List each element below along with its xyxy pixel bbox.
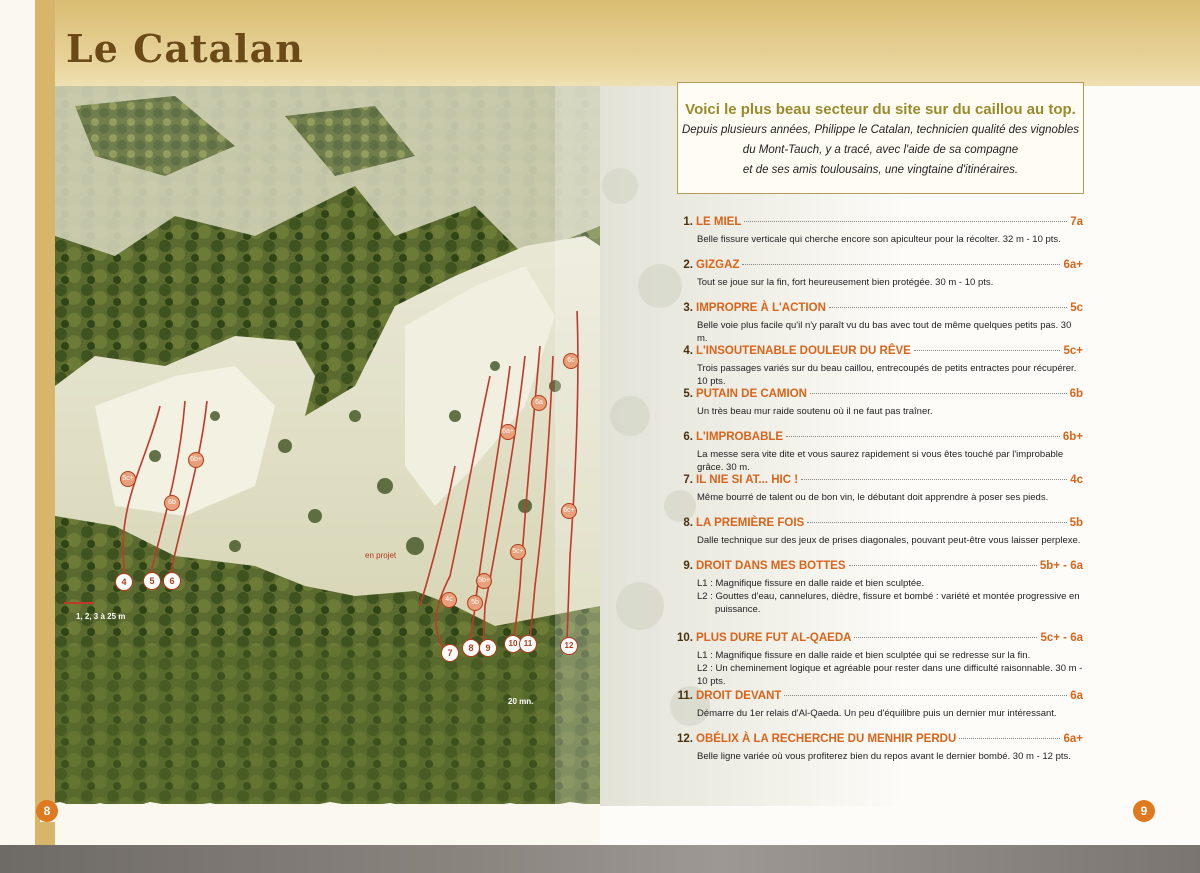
route-grade: 4c	[1070, 474, 1083, 486]
route-item	[673, 431, 1083, 474]
side-band	[35, 0, 55, 845]
route-description: Dalle technique sur des jeux de prises diagonales, pouvant peut-être vous laisser perplexe.	[697, 535, 1081, 546]
route-description: L1 : Magnifique fissure en dalle raide et bien sculptée.	[697, 578, 925, 589]
route-description: puissance.	[715, 604, 761, 615]
route-heading	[673, 302, 1083, 319]
leader-dots	[810, 393, 1067, 394]
leader-dots	[744, 221, 1067, 222]
route-number: 6.	[683, 431, 693, 443]
route-marker: 5	[143, 572, 161, 590]
intro-text	[678, 120, 1083, 180]
route-marker: 11	[519, 635, 537, 653]
route-description: Belle ligne variée où vous profiterez bien du repos avant le dernier bombé. 30 m - 12 pts.	[697, 751, 1071, 762]
route-marker: 7	[441, 644, 459, 662]
leader-dots	[801, 479, 1067, 480]
leader-dots	[742, 264, 1060, 265]
route-grade: 5b+ - 6a	[1039, 560, 1083, 572]
leader-dots	[784, 695, 1067, 696]
route-item	[673, 388, 1083, 431]
route-marker: 9	[479, 639, 497, 657]
route-heading	[673, 690, 1083, 707]
grade-marker: 6a	[531, 395, 547, 411]
route-item	[673, 259, 1083, 302]
route-heading	[673, 216, 1083, 233]
left-page	[0, 0, 600, 845]
header-band	[600, 0, 1200, 86]
route-marker: 4	[115, 573, 133, 591]
route-grade: 6b+	[1062, 431, 1083, 443]
grade-marker: 6b	[164, 495, 180, 511]
route-heading	[673, 474, 1083, 491]
route-heading	[673, 431, 1083, 448]
route-heading	[673, 733, 1083, 750]
route-description: Un très beau mur raide soutenu où il ne faut pas traîner.	[697, 406, 933, 417]
intro-heading: Voici le plus beau secteur du site sur du caillou au top.	[685, 101, 1076, 118]
route-description: L2 : Gouttes d'eau, cannelures, dièdre, fissure et bombé : variété et montée progressive en	[697, 591, 1080, 602]
route-number: 3.	[683, 302, 693, 314]
route-name: DROIT DEVANT	[696, 690, 782, 702]
route-name: PLUS DURE FUT AL-QAEDA	[696, 632, 852, 644]
route-number: 8.	[683, 517, 693, 529]
route-grade: 5c	[1070, 302, 1083, 314]
route-marker: 6	[163, 572, 181, 590]
grade-marker: 5b	[467, 595, 483, 611]
grade-marker: 6c+	[561, 503, 577, 519]
leader-dots	[854, 637, 1037, 638]
grade-marker: 6b+	[188, 452, 204, 468]
route-list	[673, 216, 1083, 776]
route-number: 9.	[683, 560, 693, 572]
route-number: 1.	[683, 216, 693, 228]
route-description: La messe sera vite dite et vous saurez rapidement si vous êtes touché par l'improbable grâce. 30 m.	[697, 449, 1064, 473]
leader-dots	[807, 522, 1066, 523]
grade-marker: 5c+	[120, 471, 136, 487]
route-name: DROIT DANS MES BOTTES	[696, 560, 846, 572]
en-projet-label: en projet	[365, 551, 397, 560]
torn-edge	[40, 800, 600, 822]
route-grade: 6a+	[1063, 733, 1083, 745]
route-name: IMPROPRE À L'ACTION	[696, 302, 826, 314]
grade-marker: 6c	[563, 353, 579, 369]
route-number: 10.	[677, 632, 693, 644]
route-marker: 10	[504, 635, 522, 653]
route-heading	[673, 345, 1083, 362]
route-number: 11.	[677, 690, 693, 702]
route-number: 4.	[683, 345, 693, 357]
route-item	[673, 345, 1083, 388]
route-item	[673, 517, 1083, 560]
right-page	[600, 0, 1200, 845]
leader-dots	[849, 565, 1037, 566]
route-item	[673, 632, 1083, 690]
route-heading	[673, 560, 1083, 577]
route-name: GIZGAZ	[696, 259, 740, 271]
route-name: LA PREMIÈRE FOIS	[696, 517, 805, 529]
route-description: L2 : Un cheminement logique et agréable pour rester dans une difficulté raisonnable. 30 m - 10 pts.	[697, 663, 1083, 687]
route-heading	[673, 259, 1083, 276]
route-marker: 12	[560, 637, 578, 655]
route-item	[673, 733, 1083, 776]
route-description: Belle fissure verticale qui cherche encore son apiculteur pour la récolter. 32 m - 10 pts.	[697, 234, 1061, 245]
route-name: L'IMPROBABLE	[696, 431, 784, 443]
route-description: Même bourré de talent ou de bon vin, le débutant doit apprendre à poser ses pieds.	[697, 492, 1049, 503]
route-description: Belle voie plus facile qu'il n'y paraît vu du bas avec tout de même quelques petits pas. 30 m.	[697, 320, 1072, 344]
arrow-left-icon	[64, 602, 94, 604]
route-grade: 6b	[1069, 388, 1083, 400]
route-description: Tout se joue sur la fin, fort heureusement bien protégée. 30 m - 10 pts.	[697, 277, 994, 288]
intro-box	[677, 82, 1084, 194]
route-heading	[673, 517, 1083, 534]
route-name: OBÉLIX À LA RECHERCHE DU MENHIR PERDU	[696, 733, 957, 745]
route-grade: 6a+	[1063, 259, 1083, 271]
grade-marker: 5b+	[476, 573, 492, 589]
route-description: Trois passages variés sur du beau caillou, entrecoupés de petits entractes pour récupérer. 10 pts.	[697, 363, 1077, 387]
route-item	[673, 474, 1083, 517]
route-name: LE MIEL	[696, 216, 742, 228]
route-item	[673, 216, 1083, 259]
route-grade: 6a	[1070, 690, 1083, 702]
route-item	[673, 302, 1083, 345]
route-grade: 5b	[1069, 517, 1083, 529]
leader-dots	[786, 436, 1060, 437]
route-item	[673, 690, 1083, 733]
intro-line: et de ses amis toulousains, une vingtaine d'itinéraires.	[742, 164, 1019, 176]
route-name: PUTAIN DE CAMION	[696, 388, 807, 400]
route-heading	[673, 388, 1083, 405]
leader-dots	[914, 350, 1061, 351]
route-grade: 5c+ - 6a	[1040, 632, 1083, 644]
route-number: 7.	[683, 474, 693, 486]
page-number-right: 9	[1133, 800, 1155, 822]
grade-marker: 4c	[441, 592, 457, 608]
route-number: 12.	[677, 733, 693, 745]
route-description: L1 : Magnifique fissure en dalle raide et bien sculptée qui se redresse sur la fin.	[697, 650, 1031, 661]
grade-marker: 5c+	[510, 544, 526, 560]
walk-time-label: 20 mn.	[508, 697, 534, 706]
page-number-left: 8	[36, 800, 58, 822]
route-grade: 5c+	[1063, 345, 1083, 357]
access-label: 1, 2, 3 à 25 m	[76, 612, 126, 621]
route-name: L'INSOUTENABLE DOULEUR DU RÊVE	[696, 345, 911, 357]
intro-line: du Mont-Tauch, y a tracé, avec l'aide de sa compagne	[742, 144, 1019, 156]
leader-dots	[829, 307, 1067, 308]
intro-line: Depuis plusieurs années, Philippe le Catalan, technicien qualité des vignobles	[681, 124, 1079, 136]
route-marker: 8	[462, 639, 480, 657]
route-grade: 7a	[1070, 216, 1083, 228]
route-number: 5.	[683, 388, 693, 400]
route-name: IL NIE SI AT... HIC !	[696, 474, 799, 486]
leader-dots	[959, 738, 1060, 739]
route-description: Démarre du 1er relais d'Al-Qaeda. Un peu d'équilibre puis un dernier mur intéressant.	[697, 708, 1057, 719]
route-item	[673, 560, 1083, 632]
scan-edge	[0, 845, 1200, 873]
page-title: Le Catalan	[66, 26, 304, 71]
grade-marker: 6a+	[500, 424, 516, 440]
route-heading	[673, 632, 1083, 649]
route-number: 2.	[683, 259, 693, 271]
